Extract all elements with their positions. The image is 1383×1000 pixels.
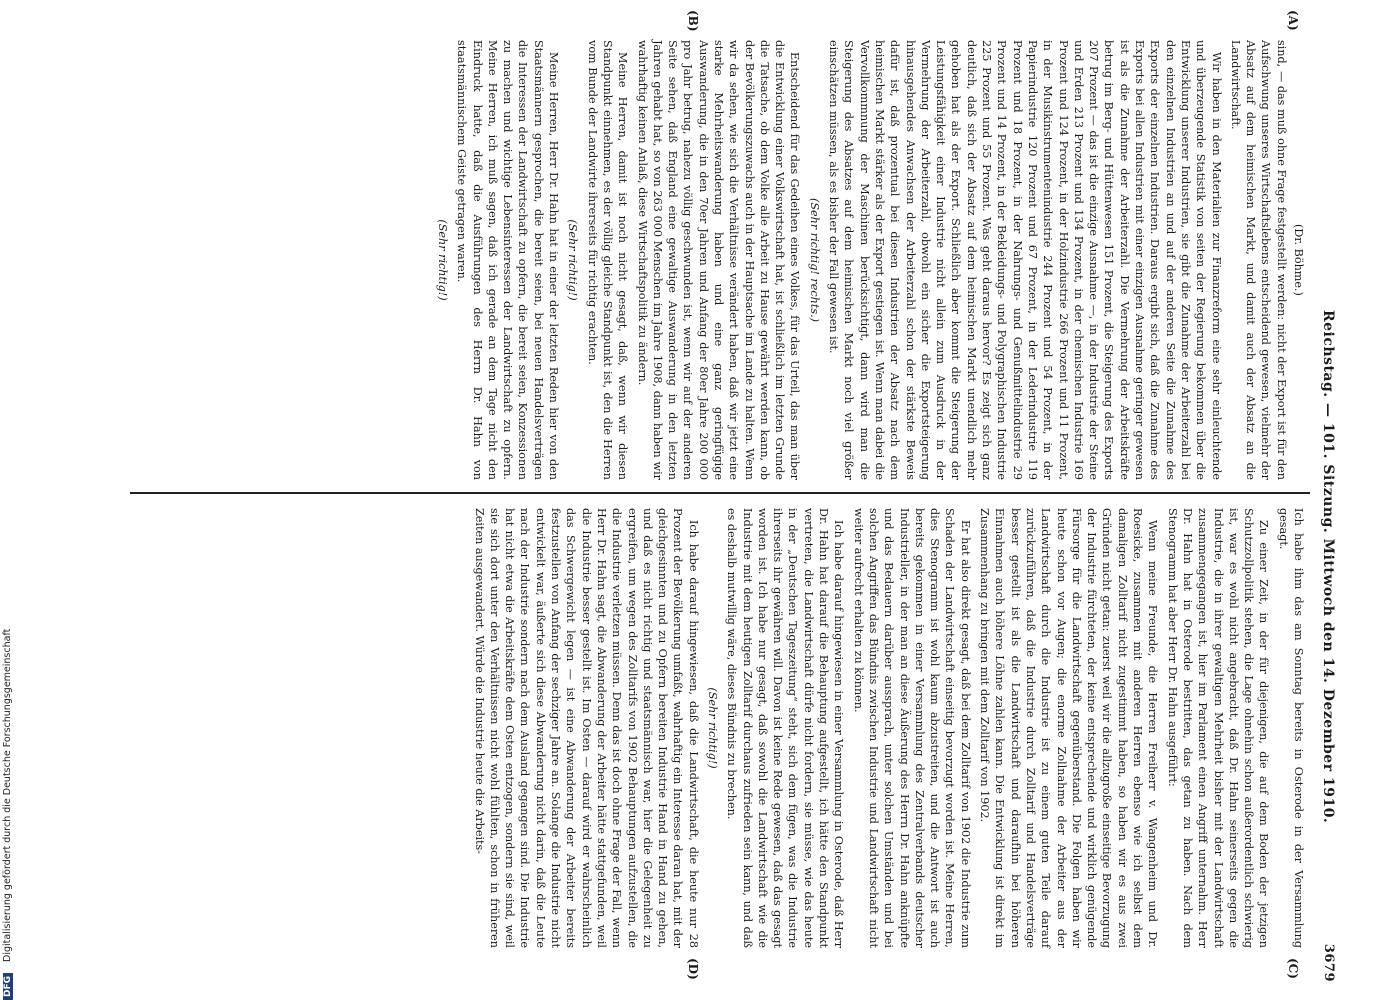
left-column (106, 40, 1306, 480)
funding-footer (2, 10, 16, 1000)
page-title: Reichstag. — 101. Sitzung. Mittwoch den 14. Dezember 1910. (1320, 310, 1336, 824)
paragraph: sind, — das muß ohne Frage festgestellt werden: nicht der Export ist für den Aufschwung unseres Wirtschaftslebens entscheidend gewesen, vielmehr der Absatz auf dem heimischen Markt, und damit auch der Absatz an die Landwirtschaft. (1228, 40, 1288, 480)
page-number: 3679 (1321, 943, 1336, 982)
margin-marker-b: (B) (686, 10, 700, 32)
paragraph: Ich habe ihm das am Sonntag bereits in Osterode in der Versammlung gesagt. (1276, 508, 1305, 948)
interjection: (Sehr richtig!) (566, 219, 580, 301)
column-divider (130, 492, 1310, 494)
interjection: (Sehr richtig!) (706, 687, 720, 769)
paragraph: Entscheidend für das Gedeihen eines Volkes, für das Urteil, das man über die Entwicklung einer Volkswirtschaft hat, ist schließlich im letzten Grunde die Tatsache, ob dem Volke alle Arbeit zu Hause gewährt werden kann, ob der Bevölkerungszuwachs auch in der Hauptsache im Lande zu halten. Wenn wir da sehen, wie sich die Verhältnisse verändert haben, daß wir jetzt eine starke Mehrheitswanderung haben und eine ganz geringfügige Auswanderung, die in den 70er Jahren und Anfang der 80er Jahre 200 000 pro Jahr betrug, nahezu völlig geschwunden ist, wenn wir auf der anderen Seite sehen, daß England eine gewaltige Auswanderung in den letzten Jahren gehabt hat, so von 263 000 Menschen im Jahre 1908, dann haben wir wahrhaftig keinen Anlaß, diese Wirtschaftspolitik zu ändern. (635, 40, 802, 480)
margin-marker-a: (A) (1286, 10, 1300, 31)
paragraph: Meine Herren, Herr Dr. Hahn hat in einer der letzten Reden hier von den Staatsmännern gesprochen, die bereit seien, bei neuen Handelsverträgen die Interessen der Landwirtschaft zu opfern, die bereit seien, Konzessionen zu machen und wichtige Lebensinteressen der Landwirtschaft zu opfern. Meine Herren, ich muß sagen, daß ich gerade an dem Tage nicht den Eindruck hatte, daß die Ausführungen des Herrn Dr. Hahn von staatsmännischem Geiste getragen waren. (455, 40, 561, 480)
interjection: (Sehr richtig!) (435, 219, 449, 301)
paragraph: Wir haben in den Materialien zur Finanzreform eine sehr einleuchtende und überzeugende Statistik von seiten der Regierung bekommen über die Entwicklung unserer Industrien, sie gibt die Zunahme der Arbeiterzahl bei den einzelnen Industrien an und auf der anderen Seite die Zunahme des Exports der einzelnen Industrien. Daraus ergibt sich, daß die Zunahme des Exports bei allen Industrien mit einer einzigen Ausnahme geringer gewesen ist als die Zunahme der Arbeiterzahl. Die Vermehrung der Arbeitskräfte betrug im Berg- und Hüttenwesen 151 Prozent, die Steigerung des Exports 207 Prozent — das ist die einzige Ausnahme —, in der Industrie der Steine und Erden 213 Prozent und 134 Prozent, in der chemischen Industrie 169 Prozent und 124 Prozent, in der Holzindustrie 266 Prozent und 11 Prozent, in der Musikinstrumentenindustrie 244 Prozent und 54 Prozent, in der Papierindustrie 120 Prozent und 67 Prozent, in der Lederindustrie 119 Prozent und 18 Prozent, in der Nahrungs- und Genußmittelindustrie 29 Prozent und 14 Prozent, in der Bekleidungs- und Polygraphischen Industrie 225 Prozent und 55 Prozent. Was geht daraus hervor? Es zeigt sich ganz deutlich, daß sich der Absatz auf dem heimischen Markt unendlich mehr gehoben hat als der Export. Schließlich aber kommt die Steigerung der Leistungsfähigkeit einer Industrie nicht allein zum Ausdruck in der Vermehrung der Arbeiterzahl, obwohl ein sicher die Exportsteigerung hinausgehendes Anwachsen der Arbeiterzahl schon der stärkste Beweis dafür ist, daß prozentual bei diesen Industrien der Absatz nach dem heimischen Markt stärker als der Export gestiegen ist. Wenn man dabei die Vervollkommnung der Maschinen berücksichtigt, dann wird man die Steigerung des Absatzes auf dem heimischen Markt noch viel größer einschätzen müssen, als es bisher der Fall gewesen ist. (827, 40, 1223, 480)
margin-marker-c: (C) (1286, 958, 1300, 979)
footer-text: Digitalisierung gefördert durch die Deutsche Forschungsgemeinschaft (2, 628, 13, 962)
page-header (1312, 30, 1340, 990)
paragraph: Meine Herren, damit ist noch nicht gesagt, daß, wenn wir diesen Standpunkt einnehmen, es der völlig gleiche Standpunkt ist, den die Herren vom Bunde der Landwirte ihrerseits für richtig erachten. (585, 40, 630, 480)
interjection: (Sehr richtig! rechts.) (807, 197, 821, 323)
paragraph: Er hat also direkt gesagt, daß bei dem Zolltarif von 1902 die Industrie zum Schaden der Landwirtschaft einseitig bevorzugt worden ist. Meine Herren, dies Stenogramm ist wohl kaum abzustreiten, und die Antwort ist auch bereits gekommen in einer Versammlung des Zentralverbands deutscher Industrieller, in der man an diese Äußerung des Herrn Dr. Hahn anknüpfte und das Bedauern darüber aussprach, unter solchen Umständen und bei solchen Angriffen das Bündnis zwischen Industrie und Landwirtschaft nicht weiter aufrecht erhalten zu können. (851, 508, 972, 948)
margin-marker-d: (D) (686, 958, 700, 980)
dfg-logo: DFG (3, 973, 13, 1000)
paragraph: Ich habe darauf hingewiesen, daß die Landwirtschaft, die heute nur 28 Prozent der Bevölkerung umfaßt, wahrhaftig ein Interesse daran hat, mit der gleichgesinnten und zu Opfern bereiten Industrie Hand in Hand zu gehen, und daß es nicht richtig und staatsmännisch war, hier die Gelegenheit zu ergreifen, um wegen des Zolltarifs von 1902 Behauptungen aufzustellen, die die Industrie verletzen müssen. Denn das ist doch ohne Frage der Fall, wenn Herr Dr. Hahn sagt, die Abwanderung der Arbeiter hätte stattgefunden, weil die Industrie besser gestellt ist. Im Osten — darauf wird er wahrscheinlich das Schwergewicht legen — ist eine Abwanderung der Arbeiter bereits festzustellen von Anfang der sechziger Jahre an. Solange die Industrie nicht entwickelt war, äußerte sich diese Abwanderung nicht darin, daß die Leute nach der Industrie sondern nach dem Ausland gegangen sind. Die Industrie hat nicht etwa die Arbeitskräfte dem Osten entzogen, sondern sie sind, weil sie sich dort unter den Verhältnissen nicht wohl fühlten, schon in früheren Zeiten ausgewandert. Würde die Industrie heute die Arbeits- (472, 508, 700, 948)
quotation: Wenn meine Freunde, die Herren Freiherr v. Wangenheim und Dr. Roesicke, zusammen mit anderen Herren ebenso wie ich selbst dem damaligen Zolltarif nicht zugestimmt haben, so haben wir es aus zwei Gründen nicht getan: zuerst weil wir die allzugroße einseitige Bevorzugung der Industrie fürchteten, der keine entsprechende und wirklich genügende Fürsorge für die Landwirtschaft gegenüberstand. Die Folgen haben wir heute schon vor Augen; die enorme Zollnahme der Arbeiter aus der Landwirtschaft durch die Industrie ist zu einem guten Teile darauf zurückzuführen, daß die Industrie durch Zolltarif und Handelsverträge besser gestellt ist als die Landwirtschaft und daraufhin bei höheren Einnahmen auch höhere Löhne zahlen kann. Die Entwicklung ist direkt im Zusammenhang zu bringen mit dem Zolltarif von 1902. (978, 508, 1160, 948)
speaker-name: (Dr. Böhme.) (1292, 224, 1305, 296)
paragraph: Ich habe darauf hingewiesen in einer Versammlung in Osterode, daß Herr Dr. Hahn hat darauf die Behauptung aufgestellt, ich hätte den Standpunkt vertreten, die Landwirtschaft dürfe nicht fordern, sie müsse, wie das heute in der „Deutschen Tageszeitung“ steht, sich dem fügen, was die Industrie ihrerseits ihr gewähren will. Davon ist keine Rede gewesen, daß das gesagt worden ist. Ich habe nur gesagt, daß sowohl die Landwirtschaft wie die Industrie mit dem heutigen Zolltarif durchaus zufrieden sein kann, und daß es deshalb mutwillig wäre, dieses Bündnis zu brechen. (725, 508, 846, 948)
rotated-page (70, 10, 1340, 990)
paragraph: Zu einer Zeit, in der für diejenigen, die auf dem Boden der jetzigen Schutzzollpolitik stehen, die Lage ohnehin schon außerordentlich schwierig ist, war es wohl nicht angebracht, daß Dr. Hahn seinerseits gegen die Industrie, die in ihrer gewaltigen Mehrheit bisher mit der Landwirtschaft zusammengegangen ist, hier im Parlament einen Angriff unternahm. Herr Dr. Hahn hat in Osterode bestritten, das getan zu haben. Nach dem Stenogramm hat aber Herr Dr. Hahn ausgeführt: (1165, 508, 1271, 948)
right-column (106, 508, 1306, 948)
